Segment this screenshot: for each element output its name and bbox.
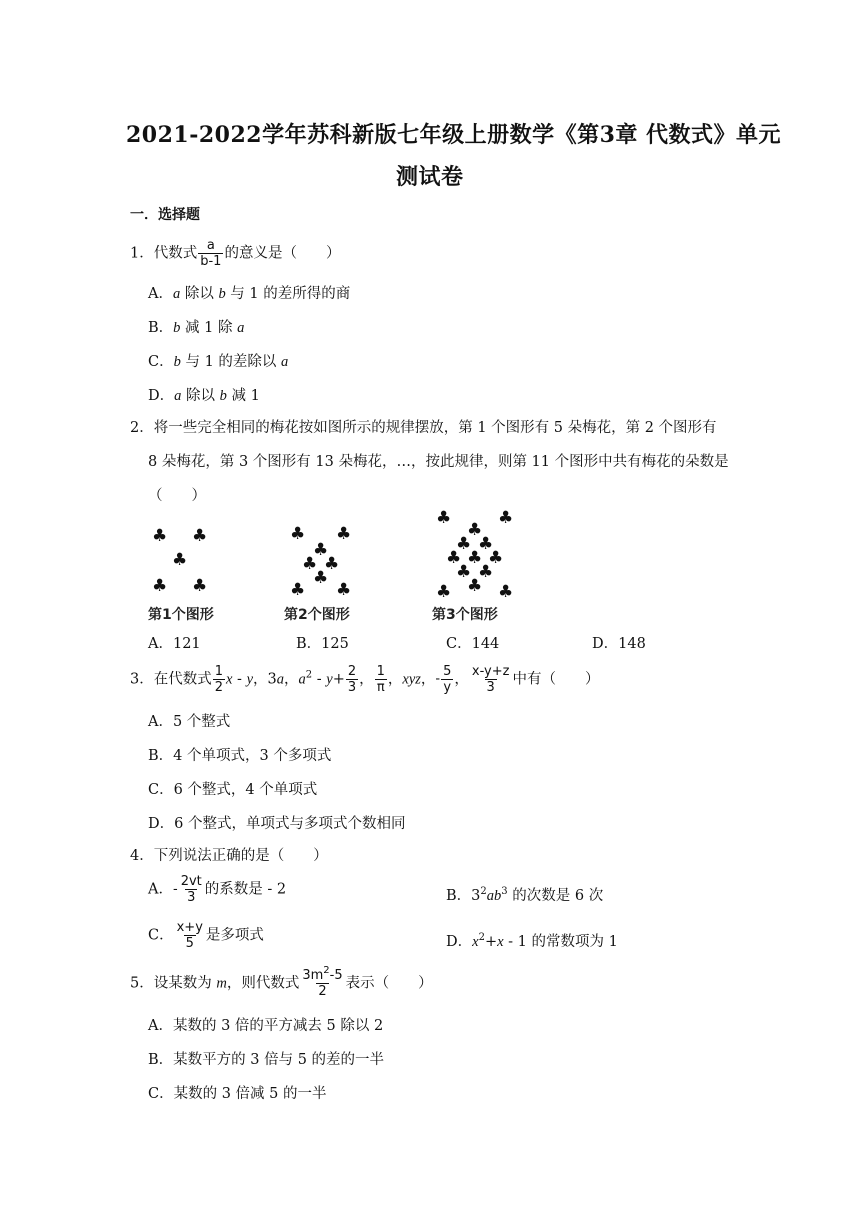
q3-fraction-5: $\frac{x-y+z}{3}$: [471, 664, 510, 695]
flower-icon: ♣: [488, 548, 504, 568]
question-2-line3: （ ）: [148, 488, 206, 504]
flower-icon: ♣: [446, 548, 462, 568]
question-2-option-c: C．144: [446, 636, 500, 652]
figure-1-caption: 第1个图形: [148, 607, 214, 623]
flower-icon: ♣: [290, 580, 306, 600]
flower-icon: ♣: [172, 550, 188, 570]
figure-1: [148, 520, 248, 623]
question-3-option-d: D．6 个整式，单项式与多项式个数相同: [148, 816, 406, 832]
flower-icon: ♣: [336, 580, 352, 600]
page-title-line1: 2021-2022学年苏科新版七年级上册数学《第3章 代数式》单元: [126, 122, 782, 148]
flower-icon: ♣: [336, 524, 352, 544]
page-title-line2: 测试卷: [396, 164, 464, 190]
question-4-option-c: C． $\frac{x+y}{5}$ 是多项式: [148, 920, 264, 951]
flower-icon: ♣: [324, 554, 340, 574]
question-5-option-b: B．某数平方的 3 倍与 5 的差的一半: [148, 1052, 385, 1068]
question-3-option-b: B．4 个单项式，3 个多项式: [148, 748, 332, 764]
flower-icon: ♣: [498, 582, 514, 602]
question-3-stem: 3．在代数式 $\frac{1}{2}$ x - y，3a，$a^2 - y+$ $\frac{2}{3}$ ， $\frac{1}{\pi}$ ，xyz，- $\frac{5}{y}$ ， $\frac{x-y+z}{3}$ 中有（ ）: [130, 664, 600, 695]
flower-icon: ♣: [313, 568, 329, 588]
question-4-option-b: B．$3^2ab^3$ 的次数是 6 次: [446, 886, 604, 904]
flower-icon: ♣: [152, 526, 168, 546]
flower-icon: ♣: [456, 534, 472, 554]
flower-icon: ♣: [456, 562, 472, 582]
flower-icon: ♣: [436, 508, 452, 528]
flower-icon: ♣: [467, 548, 483, 568]
flower-icon: ♣: [313, 540, 329, 560]
flower-icon: ♣: [192, 526, 208, 546]
q5-fraction: $\frac{3m^2-5}{2}$: [302, 965, 343, 999]
question-1-option-b: B．b 减 1 除 a: [148, 320, 245, 336]
q3-fraction-4: $\frac{5}{y}$: [443, 664, 452, 695]
flower-icon: ♣: [192, 576, 208, 596]
figure-2: [284, 520, 384, 623]
flower-icon: ♣: [302, 554, 318, 574]
question-2-option-b: B．125: [296, 636, 349, 652]
question-2-line2: 8 朵梅花，第 3 个图形有 13 朵梅花，…，按此规律，则第 11 个图形中共有梅花的朵数是: [148, 454, 729, 470]
question-2-line1: 2．将一些完全相同的梅花按如图所示的规律摆放，第 1 个图形有 5 朵梅花，第 2 个图形有: [130, 420, 717, 436]
flower-icon: ♣: [290, 524, 306, 544]
flower-icon: ♣: [467, 576, 483, 596]
flower-icon: ♣: [436, 582, 452, 602]
flower-icon: ♣: [478, 562, 494, 582]
q4-fraction-a: $\frac{2vt}{3}$: [180, 874, 202, 905]
question-1-option-c: C．b 与 1 的差除以 a: [148, 354, 289, 370]
question-4-stem: 4．下列说法正确的是（ ）: [130, 848, 328, 864]
q4-fraction-c: $\frac{x+y}{5}$: [176, 920, 203, 951]
question-1-option-a: A．a 除以 b 与 1 的差所得的商: [148, 286, 351, 302]
flower-icon: ♣: [152, 576, 168, 596]
figure-3: [432, 508, 542, 623]
question-3-option-a: A．5 个整式: [148, 714, 231, 730]
figure-2-caption: 第2个图形: [284, 607, 350, 623]
q1-fraction: $\frac{a}{b-1}$: [200, 238, 222, 269]
question-4-option-a: A．- $\frac{2vt}{3}$ 的系数是 - 2: [148, 874, 287, 905]
flower-icon: ♣: [467, 520, 483, 540]
question-1-option-d: D．a 除以 b 减 1: [148, 388, 260, 404]
question-5-option-a: A．某数的 3 倍的平方减去 5 除以 2: [148, 1018, 384, 1034]
q3-fraction-3: $\frac{1}{\pi}$: [376, 664, 385, 695]
question-2-option-d: D．148: [592, 636, 646, 652]
q3-fraction-1: $\frac{1}{2}$: [214, 664, 224, 695]
q3-fraction-2: $\frac{2}{3}$: [347, 664, 357, 695]
question-5-stem: 5．设某数为 m，则代数式 $\frac{3m^2-5}{2}$ 表示（ ）: [130, 965, 433, 999]
section-heading: 一．选择题: [130, 207, 200, 223]
question-5-option-c: C．某数的 3 倍减 5 的一半: [148, 1086, 327, 1102]
flower-icon: ♣: [478, 534, 494, 554]
question-2-option-a: A．121: [148, 636, 201, 652]
figure-3-caption: 第3个图形: [432, 607, 498, 623]
question-3-option-c: C．6 个整式，4 个单项式: [148, 782, 318, 798]
question-1-stem: 1．代数式 $\frac{a}{b-1}$ 的意义是（ ）: [130, 238, 341, 269]
question-4-option-d: D．$x^2+x - 1$ 的常数项为 1: [446, 932, 618, 950]
flower-icon: ♣: [498, 508, 514, 528]
